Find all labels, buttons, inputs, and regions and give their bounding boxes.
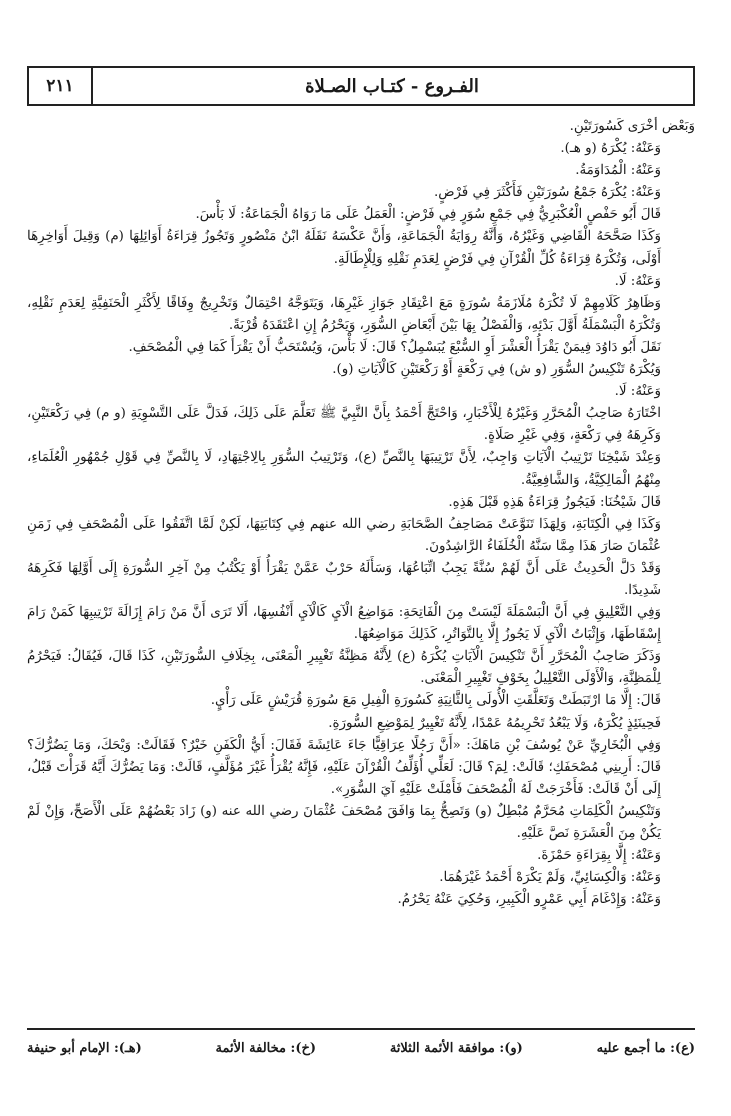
page-number: ٢١١: [29, 68, 93, 104]
paragraph: وَقَدْ دَلَّ الْحَدِيثُ عَلَى أَنَّ لَهُمْ سُنَّةً يَجِبُ اتِّبَاعُهَا، وَسَأَلَهُ حَرْبٌ عَمَّنْ يَقْرَأُ أَوْ يَكْتُبُ مِنْ آخِرِ السُّورَةِ إِلَى أَوَّلِهَا فَكَرِهَهُ شَدِيدًا.: [27, 560, 661, 598]
paragraph: وَيُكْرَهُ تَنْكِيسُ السُّوَرِ (و ش) فِي رَكْعَةٍ أَوْ رَكْعَتَيْنِ كَالْآيَاتِ (و).: [332, 362, 661, 378]
paragraph: وَكَذَا صَحَّحَهُ الْقَاضِي وَغَيْرُهُ، وَأَنَّهُ رِوَايَةُ الْجَمَاعَةِ، وَأَنَّ عَكْسَهُ نَقَلَهُ ابْنُ مَنْصُورٍ وَتَجُوزُ قِرَاءَةُ أَوَائِلِهَا (م) وَقِيلَ أَوَاخِرِهَا أَوْلَى، وَتُكْرَهُ قِرَاءَةُ كُلِّ الْقُرْآنِ فِي فَرْضٍ لِعَدَمِ نَقْلِهِ وَلِلْإِطَالَةِ.: [27, 229, 661, 267]
paragraph: نَقَلَ أَبُو دَاوُدَ فِيمَنْ يَقْرَأُ الْعَشْرَ أَوِ السُّبْعَ يُبَسْمِلُ؟ قَالَ: لَا بَأْسَ، وَيُسْتَحَبُّ أَنْ يَقْرَأَ كَمَا فِي الْمُصْحَفِ.: [128, 339, 661, 355]
paragraph: اخْتَارَهُ صَاحِبُ الْمُحَرَّرِ وَغَيْرُهُ لِلْأَخْبَارِ، وَاحْتَجَّ أَحْمَدُ بِأَنَّ النَّبِيَّ ﷺ تَعَلَّمَ عَلَى ذَلِكَ، فَدَلَّ عَلَى التَّسْوِيَةِ (و م) فِي رَكْعَتَيْنِ، وَكَرِهَهُ فِي رَكْعَةٍ، وَفِي غَيْرِ صَلَاةٍ.: [27, 406, 661, 444]
paragraph: وَفِي التَّعْلِيقِ فِي أَنَّ الْبَسْمَلَةَ لَيْسَتْ مِنَ الْفَاتِحَةِ: مَوَاضِعُ الْآيِ كَالْآيِ أَنْفُسِهَا، أَلَا تَرَى أَنَّ مَنْ رَامَ إِزَالَةَ تَرْتِيبِهَا كَمَنْ رَامَ إِسْقَاطَهَا، وَإِثْبَاتُ الْآيِ لَا يَجُوزُ إِلَّا بِالتَّوَاتُرِ، كَذَلِكَ مَوَاضِعُهَا.: [27, 605, 662, 643]
paragraph: وَعَنْهُ: لَا.: [614, 384, 661, 400]
paragraph: وَكَذَا فِي الْكِتَابَةِ، وَلِهَذَا تَنَوَّعَتْ مَصَاحِفُ الصَّحَابَةِ رضي الله عنهم فِي كِتَابَتِهَا، لَكِنْ لَمَّا اتَّفَقُوا عَلَى الْمُصْحَفِ فِي زَمَنِ عُثْمَانَ صَارَ هَذَا مِمَّا سَنَّهُ الْخُلَفَاءُ الرَّاشِدُونَ.: [27, 516, 661, 554]
paragraph: فَحِينَئِذٍ يُكْرَهُ، وَلَا يَبْعُدُ تَحْرِيمُهُ عَمْدًا، لِأَنَّهُ تَغْيِيرٌ لِمَوْضِعِ السُّورَةِ.: [328, 715, 661, 731]
paragraph: وَبَعْض أُخْرَى كَسُورَتَيْنِ.: [569, 119, 695, 134]
paragraph: وَفِي الْبُخَارِيِّ عَنْ يُوسُفَ بْنِ مَاهَكَ: «أَنَّ رَجُلًا عِرَاقِيًّا جَاءَ عَائِشَةَ فَقَالَ: أَيُّ الْكَفَنِ خَيْرٌ؟ فَقَالَتْ: وَيْحَكَ، وَمَا يَضُرُّكَ؟ قَالَ: أَرِينِي مُصْحَفَكِ؛ قَالَتْ: لِمَ؟ قَالَ: لَعَلِّي أُؤَلِّفُ الْقُرْآنَ عَلَيْهِ، فَإِنَّهُ يُقْرَأُ غَيْرَ مُؤَلَّفٍ، قَالَتْ: وَمَا يَضُرُّكَ أَيَّهُ قَرَأْتَ قَبْلُ، إِلَى أَنْ قَالَتْ: فَأَخْرَجَتْ لَهُ الْمُصْحَفَ فَأَمْلَتْ عَلَيْهِ آيَ السُّوَرِ».: [27, 737, 661, 797]
paragraph: وَعَنْهُ: يُكْرَهُ جَمْعُ سُورَتَيْنِ فَأَكْثَرَ فِي فَرْضٍ.: [433, 185, 661, 201]
abbreviation-key: [27, 1036, 695, 1060]
paragraph: وَعِنْدَ شَيْخِنَا تَرْتِيبُ الْآيَاتِ وَاجِبٌ، لِأَنَّ تَرْتِيبَهَا بِالنَّصِّ (ع)، وَتَرْتِيبُ السُّوَرِ بِالِاجْتِهَادِ، لَا بِالنَّصِّ فِي قَوْلِ جُمْهُورِ الْعُلَمَاءِ، مِنْهُمُ الْمَالِكِيَّةُ، وَالشَّافِعِيَّةُ.: [27, 450, 661, 488]
paragraph: قَالَ شَيْخُنَا: فَيَجُوزُ قِرَاءَةُ هَذِهِ قَبْلَ هَذِهِ.: [448, 494, 661, 510]
paragraph: قَالَ أَبُو حَفْصٍ الْعُكْبَرِيُّ فِي جَمْعِ سُوَرٍ فِي فَرْضٍ: الْعَمَلُ عَلَى مَا رَوَاهُ الْجَمَاعَةُ: لَا بَأْسَ.: [195, 207, 661, 223]
running-title: الفـروع - كتـاب الصـلاة: [305, 75, 479, 97]
paragraph: وَعَنْهُ: وَإِدْغَامَ أَبِي عَمْرٍو الْكَبِيرِ، وَحُكِيَ عَنْهُ يَحْرُمُ.: [397, 892, 661, 908]
paragraph: وَعَنْهُ: لَا.: [614, 273, 661, 289]
key-abu-hanifa: (هـ): الإمام أبو حنيفة: [27, 1040, 142, 1056]
paragraph: وَذَكَرَ صَاحِبُ الْمُحَرَّرِ أَنَّ تَنْكِيسَ الْآيَاتِ يُكْرَهُ (ع) لِأَنَّهُ مَظِنَّةُ تَغْيِيرِ الْمَعْنَى، بِخِلَافِ السُّورَتَيْنِ، كَذَا قَالَ، فَيُقَالُ: فَيَحْرُمُ لِلْمَظِنَّةِ، وَالْأَوْلَى التَّعْلِيلُ بِخَوْفِ تَغْيِيرِ الْمَعْنَى.: [27, 649, 661, 687]
main-text: [27, 116, 695, 1014]
paragraph: وَعَنْهُ: الْمُدَاوَمَةُ.: [575, 163, 661, 179]
paragraph: وَتَنْكِيسُ الْكَلِمَاتِ مُحَرَّمٌ مُبْطِلٌ (و) وَتَصِحُّ بِمَا وَافَقَ مُصْحَفَ عُثْمَانَ رضي الله عنه (و) زَادَ بَعْضُهُمْ عَلَى الْأَصَحِّ، وَإِنْ لَمْ يَكُنْ مِنَ الْعَشَرَةِ نَصَّ عَلَيْهِ.: [27, 803, 661, 841]
key-disagreement: (خ): مخالفة الأئمة: [215, 1040, 317, 1056]
paragraph: وَعَنْهُ: إِلَّا بِقِرَاءَةِ حَمْزَةَ.: [537, 848, 661, 864]
footer-divider: [27, 1028, 695, 1030]
key-three-imams: (و): موافقة الأئمة الثلاثة: [389, 1040, 523, 1056]
running-header: [27, 66, 695, 106]
key-consensus: (ع): ما أجمع عليه: [596, 1040, 695, 1056]
paragraph: وَعَنْهُ: يُكْرَهُ (و هـ).: [560, 141, 661, 157]
paragraph: قَالَ: إِلَّا مَا ارْتَبَطَتْ وَتَعَلَّقَتِ الْأُولَى بِالثَّانِيَةِ كَسُورَةِ الْفِيلِ مَعَ سُورَةِ قُرَيْشٍ عَلَى رَأْيٍ.: [210, 693, 661, 709]
paragraph: وَظَاهِرُ كَلَامِهِمْ لَا تُكْرَهُ مُلَازَمَةُ سُورَةٍ مَعَ اعْتِقَادِ جَوَازِ غَيْرِهَا، وَيَتَوَجَّهُ احْتِمَالٌ وَتَخْرِيجٌ وِفَاقًا لِأَكْثَرِ الْحَنَفِيَّةِ لِعَدَمِ نَقْلِهِ، وَتُكْرَهُ الْبَسْمَلَةُ أَوَّلَ بَدْئِهِ، وَالْفَصْلُ بِهَا بَيْنَ أَبْعَاضِ السُّوَرِ، وَيَحْرُمُ إِنِ اعْتَقَدَهُ قُرْبَةً.: [27, 295, 661, 333]
paragraph: وَعَنْهُ: وَالْكِسَائِيِّ، وَلَمْ يَكْرَهْ أَحْمَدُ غَيْرَهُمَا.: [439, 870, 661, 886]
